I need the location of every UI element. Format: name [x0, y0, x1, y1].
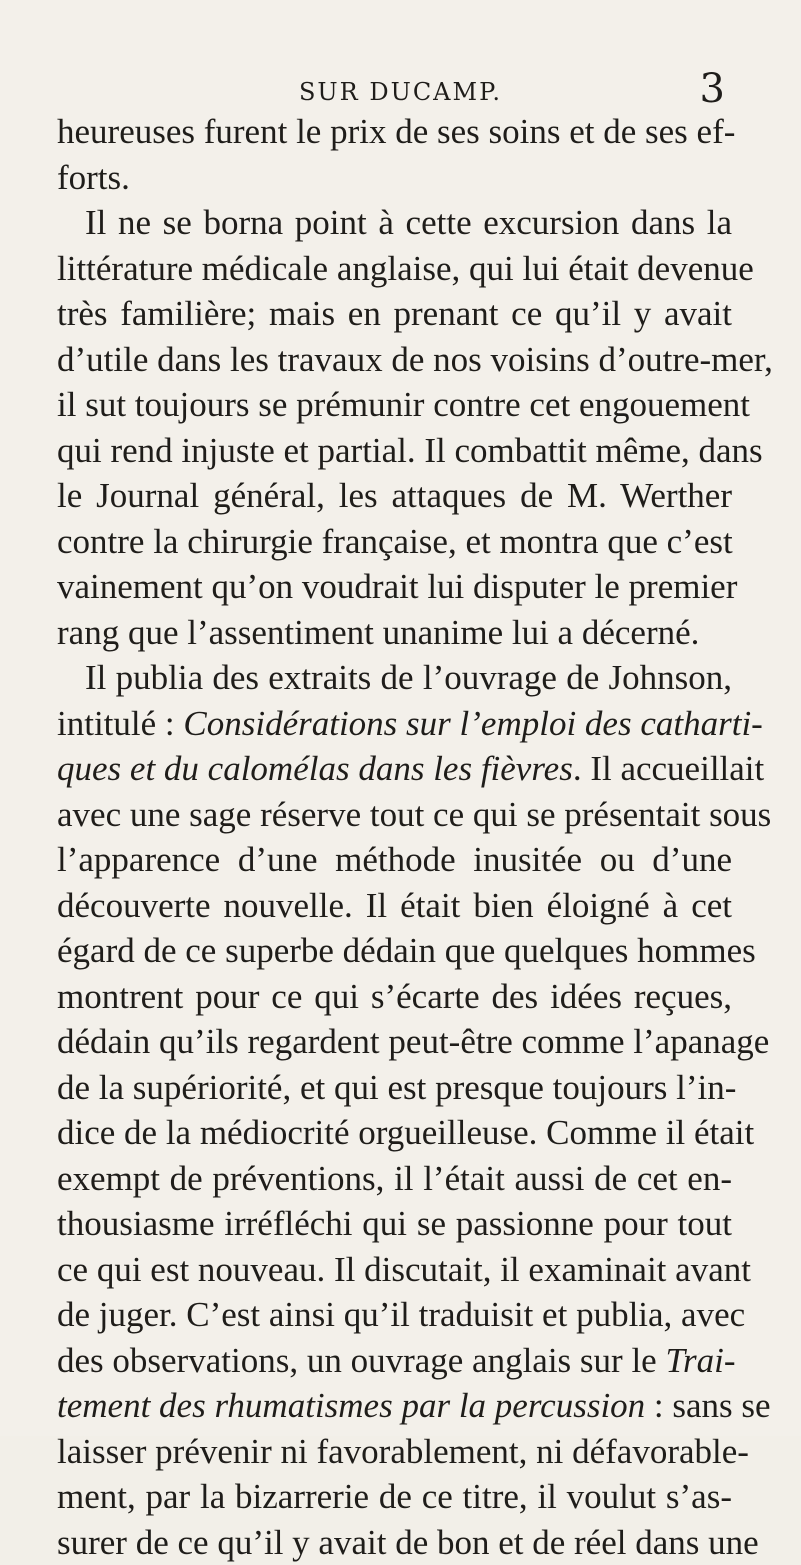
- text-line: exempt de préventions, il l’était aussi de cet en-: [57, 1156, 732, 1202]
- text-line: égard de ce superbe dédain que quelques hommes: [57, 928, 732, 974]
- text-line: avec une sage réserve tout ce qui se présentait sous: [57, 792, 732, 838]
- body-text: [57, 109, 732, 1565]
- text-line: montrent pour ce qui s’écarte des idées reçues,: [57, 974, 732, 1020]
- text-line: Il ne se borna point à cette excursion dans la: [57, 200, 732, 246]
- text-segment: : sans se: [645, 1386, 770, 1425]
- text-line: le Journal général, les attaques de M. Werther: [57, 473, 732, 519]
- text-line: [57, 746, 732, 792]
- text-line: thousiasme irréfléchi qui se passionne pour tout: [57, 1201, 732, 1247]
- page-number: 3: [700, 66, 725, 112]
- text-segment: . Il accueillait: [573, 749, 764, 788]
- text-line: contre la chirurgie française, et montra que c’est: [57, 519, 732, 565]
- text-line: littérature médicale anglaise, qui lui était devenue: [57, 246, 732, 292]
- text-line: dice de la médiocrité orgueilleuse. Comme il était: [57, 1110, 732, 1156]
- text-line: vainement qu’on voudrait lui disputer le premier: [57, 564, 732, 610]
- text-line: qui rend injuste et partial. Il combattit même, dans: [57, 428, 732, 474]
- text-segment: des observations, un ouvrage anglais sur le: [57, 1341, 665, 1380]
- text-line: ce qui est nouveau. Il discutait, il examinait avant: [57, 1247, 732, 1293]
- text-line: [57, 1338, 732, 1384]
- text-line: très familière; mais en prenant ce qu’il y avait: [57, 291, 732, 337]
- text-line: découverte nouvelle. Il était bien éloigné à cet: [57, 883, 732, 929]
- text-line: [57, 1383, 732, 1429]
- italic-title-text: ques et du calomélas dans les fièvres: [57, 749, 573, 788]
- italic-title-text: Considérations sur l’emploi des catharti-: [183, 704, 762, 743]
- text-line: rang que l’assentiment unanime lui a décerné.: [57, 610, 732, 656]
- text-line: l’apparence d’une méthode inusitée ou d’une: [57, 837, 732, 883]
- text-line: [57, 701, 732, 747]
- text-line: Il publia des extraits de l’ouvrage de Johnson,: [57, 655, 732, 701]
- italic-title-text: Trai-: [665, 1341, 735, 1380]
- text-line: dédain qu’ils regardent peut-être comme l’apanage: [57, 1019, 732, 1065]
- text-segment: intitulé :: [57, 704, 183, 743]
- text-line: il sut toujours se prémunir contre cet engouement: [57, 382, 732, 428]
- text-line: forts.: [57, 155, 732, 201]
- italic-title-text: tement des rhumatismes par la percussion: [57, 1386, 645, 1425]
- text-line: d’utile dans les travaux de nos voisins d’outre-mer,: [57, 337, 732, 383]
- text-line: ment, par la bizarrerie de ce titre, il voulut s’as-: [57, 1474, 732, 1520]
- text-line: de la supériorité, et qui est presque toujours l’in-: [57, 1065, 732, 1111]
- text-line: de juger. C’est ainsi qu’il traduisit et publia, avec: [57, 1292, 732, 1338]
- text-line: heureuses furent le prix de ses soins et de ses ef-: [57, 109, 732, 155]
- text-line: surer de ce qu’il y avait de bon et de réel dans une: [57, 1520, 732, 1565]
- text-line: laisser prévenir ni favorablement, ni défavorable-: [57, 1429, 732, 1475]
- running-title: SUR DUCAMP.: [0, 78, 801, 106]
- running-head: [0, 70, 801, 110]
